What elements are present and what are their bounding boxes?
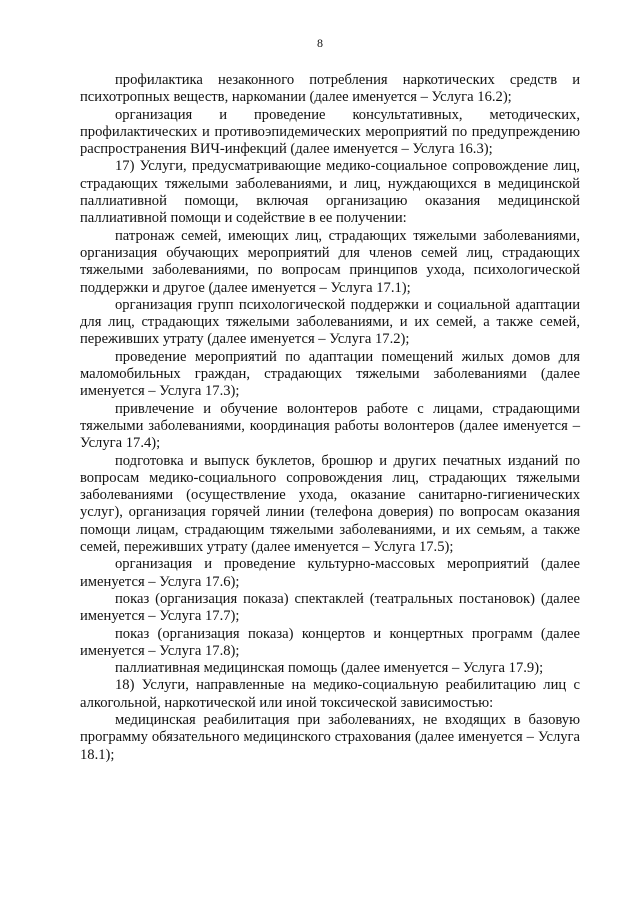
paragraph-section-17: 17) Услуги, предусматривающие медико-социальное сопровождение лиц, страдающих тяжелыми заболеваниями, и лиц, нуждающихся в медицинской паллиативной помощи, включая организацию оказания медицинской паллиативной помощи и содействие в ее получении:: [80, 158, 580, 227]
paragraph-service-17-3: проведение мероприятий по адаптации помещений жилых домов для маломобильных граждан, страдающих тяжелыми заболеваниями (далее именуется – Услуга 17.3);: [80, 348, 580, 400]
paragraph-service-17-8: показ (организация показа) концертов и концертных программ (далее именуется – Услуга 17.8);: [80, 625, 580, 659]
paragraph-service-17-6: организация и проведение культурно-массовых мероприятий (далее именуется – Услуга 17.6);: [80, 556, 580, 590]
paragraph-service-17-7: показ (организация показа) спектаклей (театральных постановок) (далее именуется – Услуга 17.7);: [80, 590, 580, 625]
document-body: [80, 72, 580, 764]
page-number: 8: [317, 36, 323, 50]
paragraph-service-16-3: организация и проведение консультативных, методических, профилактических и противоэпидемических мероприятий по предупреждению распространения ВИЧ-инфекций (далее именуется – Услуга 16.3);: [80, 106, 580, 158]
paragraph-service-17-9: паллиативная медицинская помощь (далее именуется – Услуга 17.9);: [115, 660, 544, 677]
paragraph-section-18: 18) Услуги, направленные на медико-социальную реабилитацию лиц с алкогольной, наркотической или иной токсической зависимостью:: [80, 677, 580, 711]
paragraph-service-18-1: медицинская реабилитация при заболеваниях, не входящих в базовую программу обязательного медицинского страхования (далее именуется – Услуга 18.1);: [80, 711, 580, 763]
paragraph-service-17-4: привлечение и обучение волонтеров работе с лицами, страдающими тяжелыми заболеваниями, координация работы волонтеров (далее именуется – Услуга 17.4);: [80, 400, 580, 452]
paragraph-service-17-5: подготовка и выпуск буклетов, брошюр и других печатных изданий по вопросам медико-социального сопровождения лиц, страдающих тяжелыми заболеваниями (осуществление ухода, оказание санитарно-гигиенических услуг), организация горячей линии (телефона доверия) по вопросам оказания помощи лицам, страдающим тяжелыми заболеваниями, и их семьям, а также семей, переживших утрату (далее именуется – Услуга 17.5);: [80, 452, 580, 556]
paragraph-service-17-1: патронаж семей, имеющих лиц, страдающих тяжелыми заболеваниями, организация обучающих мероприятий для членов семей лиц, страдающих тяжелыми заболеваниями, по вопросам принципов ухода, психологической поддержки и другое (далее именуется – Услуга 17.1);: [80, 227, 580, 296]
paragraph-service-16-2: профилактика незаконного потребления наркотических средств и психотропных веществ, наркомании (далее именуется – Услуга 16.2);: [80, 72, 580, 106]
paragraph-service-17-2: организация групп психологической поддержки и социальной адаптации для лиц, страдающих тяжелыми заболеваниями, и их семей, а также семей, переживших утрату (далее именуется – Услуга 17.2);: [80, 296, 580, 348]
